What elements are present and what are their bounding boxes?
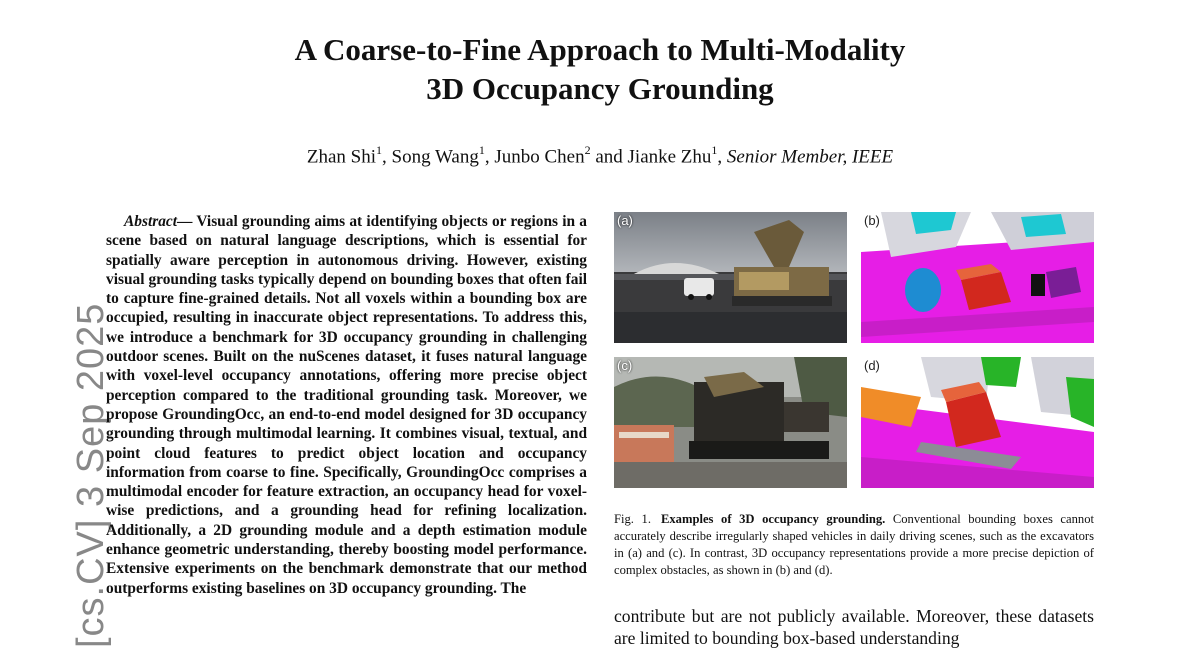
panel-label: (d) (864, 358, 880, 373)
body-paragraph: contribute but are not publicly available. Moreover, these datasets are limited to bounding box-based understanding (614, 606, 1094, 648)
author-affiliation-mark: 2 (584, 143, 591, 157)
caption-label: Fig. 1. (614, 512, 651, 526)
abstract-dash: — (177, 213, 197, 230)
panel-label: (b) (864, 213, 880, 228)
author-affiliation-mark: 1 (376, 143, 382, 157)
author-affiliation-mark: 1 (711, 143, 718, 157)
panel-label: (c) (617, 358, 633, 373)
panel-label: (a) (617, 213, 633, 228)
paper-title (100, 30, 1100, 108)
occupancy-voxel-render-b (861, 212, 1094, 343)
abstract-text: Visual grounding aims at identifying objects or regions in a scene based on natural language descriptions, which is essential for spatially aware perception in autonomous driving. However, existing visual grounding tasks typically depend on bounding boxes that often fail to capture fine-grained details. Not all voxels within a bounding box are occupied, resulting in inaccurate object representations. To address this, we introduce a benchmark for 3D occupancy grounding in challenging outdoor scenes. Built on the nuScenes dataset, it fuses natural language with voxel-level occupancy annotations, offering more precise object perception compared to the traditional grounding task. Moreover, we propose GroundingOcc, an end-to-end model designed for 3D occupancy grounding through multimodal learning. It combines visual, textual, and point cloud features to predict object location and occupancy information from coarse to fine. Specifically, GroundingOcc comprises a multimodal encoder for feature extraction, an occupancy head for voxel-wise predictions, and a grounding head for refining localization. Additionally, a 2D grounding module and a depth estimation module enhance geometric understanding, thereby boosting model performance. Extensive experiments on the benchmark demonstrate that our method outperforms existing baselines on 3D occupancy grounding. The (106, 213, 587, 597)
figure-panel-b (861, 212, 1094, 343)
figure-panel-a (614, 212, 847, 343)
author-name: Song Wang (391, 146, 479, 168)
figure-panel-c (614, 357, 847, 488)
author-name: Junbo Chen (494, 146, 585, 168)
author-membership: Senior Member, IEEE (726, 146, 894, 168)
camera-image-excavator-c (614, 357, 847, 488)
figure-panel-d (861, 357, 1094, 488)
title-line-2: 3D Occupancy Grounding (426, 71, 774, 106)
author-list: Zhan Shi$^1$, Song Wang$^1$, Junbo Chen$^2$ and Jianke Zhu$^1$, Senior Member, IEEE (306, 143, 894, 168)
arxiv-identifier: [cs.CV] 3 Sep 2025 (70, 302, 112, 648)
caption-title: Examples of 3D occupancy grounding. (660, 512, 886, 526)
caption-text: Conventional bounding boxes cannot accurately describe irregularly shaped vehicles in daily driving scenes, such as the excavators in (a) and (c). In contrast, 3D occupancy representations provide a more precise depiction of complex obstacles, as shown in (b) and (d). (614, 512, 1094, 577)
figure-1 (614, 212, 1094, 488)
arxiv-side-stamp (30, 302, 112, 648)
author-affiliation-mark: 1 (478, 143, 485, 157)
abstract (106, 212, 587, 598)
title-line-1: A Coarse-to-Fine Approach to Multi-Modality (294, 32, 906, 67)
abstract-label: Abstract (124, 213, 178, 230)
occupancy-voxel-render-d (861, 357, 1094, 488)
author-name: Zhan Shi (306, 146, 376, 168)
camera-image-excavator-a (614, 212, 847, 343)
figure-caption (614, 511, 1094, 579)
author-name: Jianke Zhu (627, 146, 712, 168)
